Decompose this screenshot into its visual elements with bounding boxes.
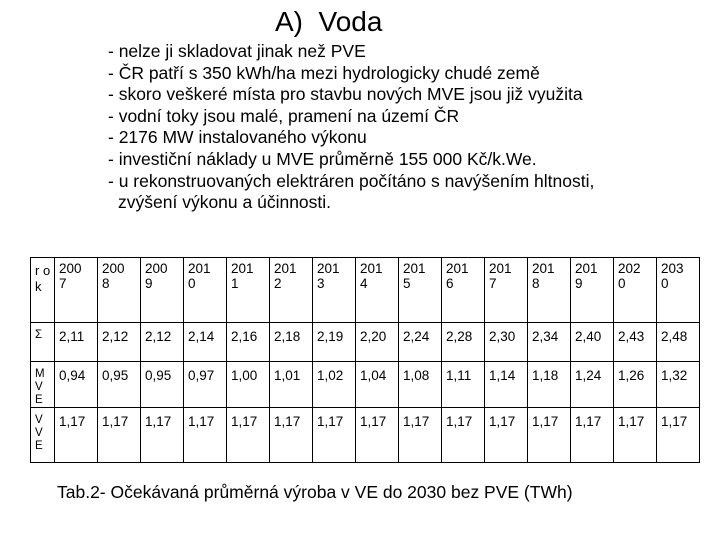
- vve-cell: 1,17: [528, 408, 571, 463]
- vve-row: [31, 408, 700, 463]
- vve-cell: 1,17: [141, 408, 184, 463]
- vve-cell: 1,17: [485, 408, 528, 463]
- year-cell: 201 9: [571, 258, 614, 323]
- row-header-sum: Σ: [31, 323, 55, 362]
- year-cell: 201 0: [184, 258, 227, 323]
- bullet-item: - ČR patří s 350 kWh/ha mezi hydrologicky chudé země: [108, 62, 540, 83]
- mve-cell: 1,14: [485, 362, 528, 408]
- year-cell: 201 2: [270, 258, 313, 323]
- mve-cell: 1,11: [442, 362, 485, 408]
- year-cell: 201 6: [442, 258, 485, 323]
- total-cell: 2,16: [227, 323, 270, 362]
- mve-cell: 0,95: [141, 362, 184, 408]
- mve-cell: 1,26: [614, 362, 657, 408]
- total-cell: 2,34: [528, 323, 571, 362]
- total-cell: 2,12: [98, 323, 141, 362]
- total-cell: 2,14: [184, 323, 227, 362]
- bullet-item-continuation: zvýšení výkonu a účinnosti.: [118, 192, 332, 213]
- vve-cell: 1,17: [227, 408, 270, 463]
- production-table-container: [30, 257, 700, 463]
- vve-cell: 1,17: [184, 408, 227, 463]
- row-header-mve: M V E: [31, 362, 55, 408]
- bullet-item: - skoro veškeré místa pro stavbu nových MVE jsou již využita: [108, 84, 583, 105]
- vve-cell: 1,17: [442, 408, 485, 463]
- total-cell: 2,24: [399, 323, 442, 362]
- mve-cell: 1,32: [657, 362, 700, 408]
- mve-cell: 0,94: [55, 362, 98, 408]
- vve-cell: 1,17: [657, 408, 700, 463]
- vve-cell: 1,17: [356, 408, 399, 463]
- bullet-list: [108, 41, 594, 214]
- total-cell: 2,12: [141, 323, 184, 362]
- row-header-year: r o k: [31, 258, 55, 323]
- mve-cell: 1,18: [528, 362, 571, 408]
- production-table: [30, 257, 700, 463]
- total-cell: 2,19: [313, 323, 356, 362]
- year-cell: 201 7: [485, 258, 528, 323]
- total-cell: 2,43: [614, 323, 657, 362]
- total-cell: 2,18: [270, 323, 313, 362]
- total-cell: 2,30: [485, 323, 528, 362]
- mve-cell: 1,04: [356, 362, 399, 408]
- vve-cell: 1,17: [55, 408, 98, 463]
- bullet-item: - investiční náklady u MVE průměrně 155 000 Kč/k.We.: [108, 148, 537, 169]
- total-row: [31, 323, 700, 362]
- total-cell: 2,40: [571, 323, 614, 362]
- year-cell: 200 7: [55, 258, 98, 323]
- slide-title: A) Voda: [275, 6, 383, 37]
- vve-cell: 1,17: [98, 408, 141, 463]
- bullet-item: - nelze ji skladovat jinak než PVE: [108, 41, 366, 61]
- total-cell: 2,20: [356, 323, 399, 362]
- bullet-item: - u rekonstruovaných elektráren počítáno s navýšením hltnosti,: [108, 170, 595, 191]
- year-cell: 202 0: [614, 258, 657, 323]
- year-cell: 201 3: [313, 258, 356, 323]
- year-cell: 203 0: [657, 258, 700, 323]
- year-cell: 201 5: [399, 258, 442, 323]
- vve-cell: 1,17: [399, 408, 442, 463]
- year-cell: 200 9: [141, 258, 184, 323]
- bullet-item: - 2176 MW instalovaného výkonu: [108, 127, 367, 148]
- year-cell: 201 1: [227, 258, 270, 323]
- mve-row: [31, 362, 700, 408]
- total-cell: 2,11: [55, 323, 98, 362]
- vve-cell: 1,17: [313, 408, 356, 463]
- year-cell: 201 8: [528, 258, 571, 323]
- vve-cell: 1,17: [614, 408, 657, 463]
- row-header-vve: V V E: [31, 408, 55, 463]
- mve-cell: 1,24: [571, 362, 614, 408]
- year-cell: 200 8: [98, 258, 141, 323]
- vve-cell: 1,17: [571, 408, 614, 463]
- bullet-item: - vodní toky jsou malé, pramení na území ČR: [108, 105, 460, 126]
- mve-cell: 1,01: [270, 362, 313, 408]
- table-caption: Tab.2- Očekávaná průměrná výroba v VE do 2030 bez PVE (TWh): [57, 482, 573, 502]
- total-cell: 2,28: [442, 323, 485, 362]
- mve-cell: 0,97: [184, 362, 227, 408]
- mve-cell: 1,02: [313, 362, 356, 408]
- mve-cell: 1,00: [227, 362, 270, 408]
- total-cell: 2,48: [657, 323, 700, 362]
- vve-cell: 1,17: [270, 408, 313, 463]
- year-cell: 201 4: [356, 258, 399, 323]
- mve-cell: 1,08: [399, 362, 442, 408]
- mve-cell: 0,95: [98, 362, 141, 408]
- year-row: [31, 258, 700, 323]
